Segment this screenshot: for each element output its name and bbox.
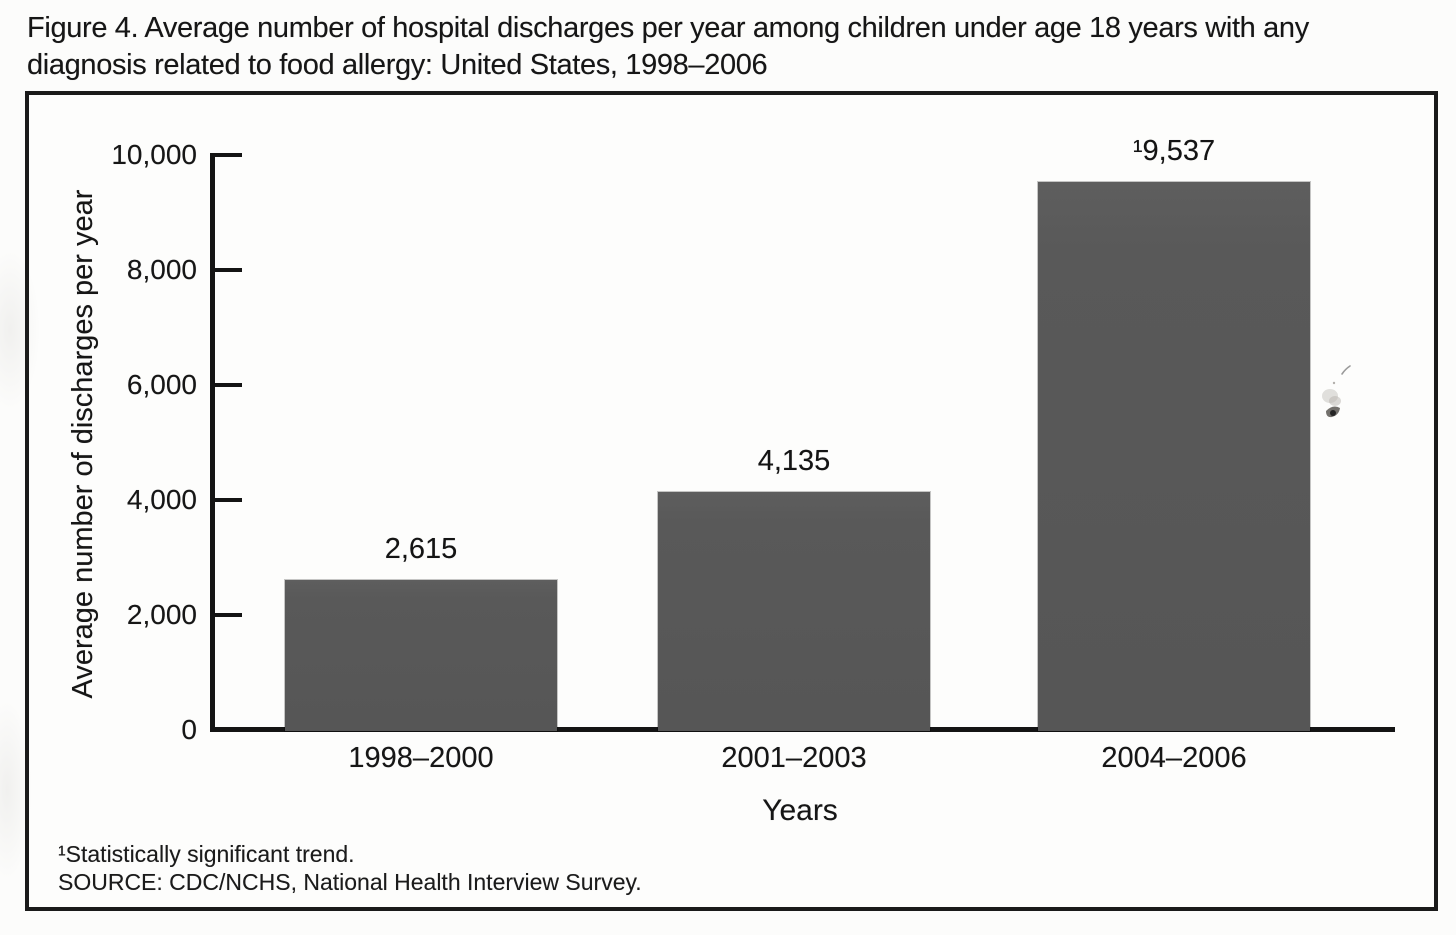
y-axis-tick-8-000 bbox=[215, 268, 242, 272]
y-tick-label-4-000: 4,000 bbox=[126, 484, 197, 515]
ink-smudge-artifact bbox=[1318, 362, 1358, 428]
y-axis-line bbox=[210, 153, 215, 732]
x-tick-label-1998-2000: 1998–2000 bbox=[348, 742, 494, 774]
x-tick-label-2001-2003: 2001–2003 bbox=[721, 742, 867, 774]
bar-2001-2003 bbox=[658, 492, 930, 731]
y-axis-title: Average number of discharges per year bbox=[67, 189, 99, 699]
y-axis-tick-2-000 bbox=[215, 613, 242, 617]
y-tick-label-2-000: 2,000 bbox=[126, 599, 197, 630]
footnotes bbox=[58, 840, 642, 896]
bar-value-label-1998-2000: 2,615 bbox=[384, 533, 458, 565]
bar-1998-2000 bbox=[285, 580, 557, 731]
bar-value-label-2004-2006: ¹9,537 bbox=[1132, 135, 1216, 167]
x-axis-title: Years bbox=[762, 794, 838, 827]
x-tick-label-2004-2006: 2004–2006 bbox=[1101, 742, 1247, 774]
y-axis-tick-6-000 bbox=[215, 383, 242, 387]
y-axis-tick-10-000 bbox=[215, 153, 242, 157]
y-axis-tick-4-000 bbox=[215, 498, 242, 502]
y-tick-label-10-000: 10,000 bbox=[111, 139, 197, 170]
footnote-source: SOURCE: CDC/NCHS, National Health Interview Survey. bbox=[58, 869, 642, 895]
y-tick-label-0: 0 bbox=[181, 714, 197, 745]
bar-value-label-2001-2003: 4,135 bbox=[757, 445, 831, 477]
figure-title: Figure 4. Average number of hospital discharges per year among children under age 18 years with any diagnosis related to food allergy: United States, 1998–2006 bbox=[27, 12, 1309, 81]
y-tick-label-8-000: 8,000 bbox=[126, 254, 197, 285]
footnote-significance: ¹Statistically significant trend. bbox=[58, 841, 355, 867]
y-tick-label-6-000: 6,000 bbox=[126, 369, 197, 400]
bar-2004-2006 bbox=[1038, 182, 1310, 731]
